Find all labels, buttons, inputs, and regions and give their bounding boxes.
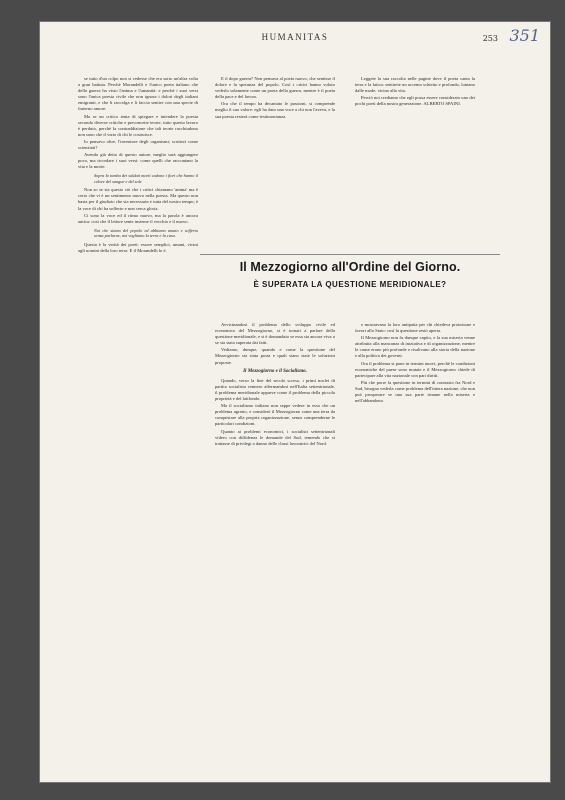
paragraph: Questa è la verità dei poeti: essere semplici, umani, vicini agli uomini della loro terra. E il Morandelli lo è.	[78, 241, 198, 253]
paragraph: Non so se sia questo ciò che i critici chiamano 'anima' ma è certo che vi è un sentimento nuovo nella poesia. Ma questo non basta per il giudizio che sia necessaria e tutta del nostro tempo; è la voce di chi ha sofferto e non cerca gloria.	[78, 187, 198, 211]
paragraph: Il Mezzogiorno non fu dunque capito, e la sua miseria venne attribuita alla mancanza di iniziativa e di organizzazione, mentre le cause erano più profonde e risalivano alla storia della nazione e alla politica dei governi.	[355, 335, 475, 359]
column-right-top	[355, 76, 475, 236]
column-middle-bottom	[215, 322, 335, 776]
paragraph: Quando, verso la fine del secolo scorso, i primi nuclei di partito socialista vennero affermandosi nell'Italia settentrionale, il problema meridionale apparve come il problema della piccola proprietà e del latifondo.	[215, 377, 335, 402]
page-sheet	[40, 22, 550, 782]
paragraph: Più che porre la questione in termini di contrasto fra Nord e Sud, bisogna vederla come problema dell'intera nazione, che non può prosperare se una sua parte rimane nella miseria e nell'abbandono.	[355, 379, 475, 404]
paragraph: Vediamo, dunque, quando e come la questione del Mezzogiorno sia stata posta e quali siano state le soluzioni proposte.	[215, 347, 335, 365]
page-header	[40, 26, 550, 48]
column-left	[78, 76, 198, 776]
paragraph: Avvicinandosi il problema dello sviluppo civile ed economico del Mezzogiorno, si è tornati a parlare della questione meridionale, e si è domandato se essa sia ancora viva o se sia stata superata dai fatti.	[215, 322, 335, 346]
column-right-bottom	[355, 322, 475, 776]
verse-quote: Noi che siamo del popolo ed abbiamo amato e sofferto senza parlarne, noi vogliamo la terra e la casa.	[94, 227, 198, 239]
paragraph: Avendo già detto di questo autore, meglio sarà aggiungere poco, ma ricordare i suoi versi: come quelli che raccontano la vita e la morte.	[78, 152, 198, 170]
section-heading: Il Mezzogiorno e il Socialismo.	[243, 368, 307, 374]
paragraph: Ora il problema si pone in termini nuovi, perchè le condizioni economiche del paese sono mutate e il Mezzogiorno chiede di partecipare alla vita nazionale con pari diritti.	[355, 360, 475, 378]
paragraph: Ma il socialismo italiano non seppe vedere in esso che un problema agrario, e considerò il Mezzogiorno come una terra da conquistare alla propria organizzazione, senza comprenderne le particolari condizioni.	[215, 403, 335, 427]
page-number: 253	[482, 34, 498, 43]
paragraph: E il dopo guerra? Non pensava al poeta nuovo, che sentisse il dolore e la speranza del popolo. Così i critici hanno voluto vederlo solamente come un poeta della guerra, mentre è il poeta della pace e del lavoro.	[215, 76, 335, 100]
handwritten-page-number: 351	[509, 26, 540, 45]
article-title: Il Mezzogiorno all'Ordine del Giorno.	[239, 260, 461, 274]
running-title: HUMANITAS	[261, 32, 329, 42]
article-subtitle: È SUPERATA LA QUESTIONE MERIDIONALE?	[253, 280, 447, 289]
paragraph: se tutto d'un colpo non si vedesse che era sorto un'altra volta a gran battuta. Perchè Morandelli e l'unico poeta italiano che della guerra ha visto l'anima e l'umanità: e perchè i suoi versi sono l'unica poesia civile che non ignora i dolori degli italiani emigranti, e che li raccolga e li faccia sentire con una specie di fraterno amore.	[78, 76, 198, 112]
paragraph: Ci sono la voce ed il ritmo nuovo, ma la parola è ancora antica: così che il lettore sente insieme il vecchio e il nuovo.	[78, 212, 198, 224]
column-middle-top	[215, 76, 335, 236]
paragraph: Ma se un critico tenta di spiegare e intendere la poesia secondo diverse critiche e preconcette teorie, tutto questo lavoro è perduto, perchè la contraddizione che tali teorie racchiudono non sono che il vizio di chi le costruisce.	[78, 113, 198, 137]
verse-quote: Sopra la tomba dei soldati morti cadono i fiori che hanno il colore del sangue e del sole	[94, 173, 198, 184]
paragraph: Io pensavo oltre, l'inventore degli organismi; scrittori come scienziati?	[78, 138, 198, 151]
paragraph: Ora che il tempo ha decantato le passioni, si comprende meglio il suo valore: egli ha dato una voce a chi non l'aveva, e la sua poesia resterà come testimonianza.	[215, 101, 335, 119]
paragraph: e mostravano la loro antipatia per chi chiedeva protezione e favori allo Stato: così la questione restò aperta.	[355, 322, 475, 334]
title-divider	[200, 254, 500, 255]
paragraph: Leggete la sua raccolta nelle pagine dove il poeta canta la terra e la fatica: sentirete un accento schietto e profondo, lontano dalle mode, vicino alla vita.	[355, 76, 475, 94]
paragraph: Perciò noi crediamo che egli possa essere considerato uno dei pochi poeti della nostra generazione. ALBERTO SPAINI.	[355, 95, 475, 107]
paragraph: Quanto ai problemi economici, i socialisti settentrionali videro con diffidenza le domande del Sud, temendo che si trattasse di privilegi a danno delle classi lavoratrici del Nord.	[215, 428, 335, 446]
